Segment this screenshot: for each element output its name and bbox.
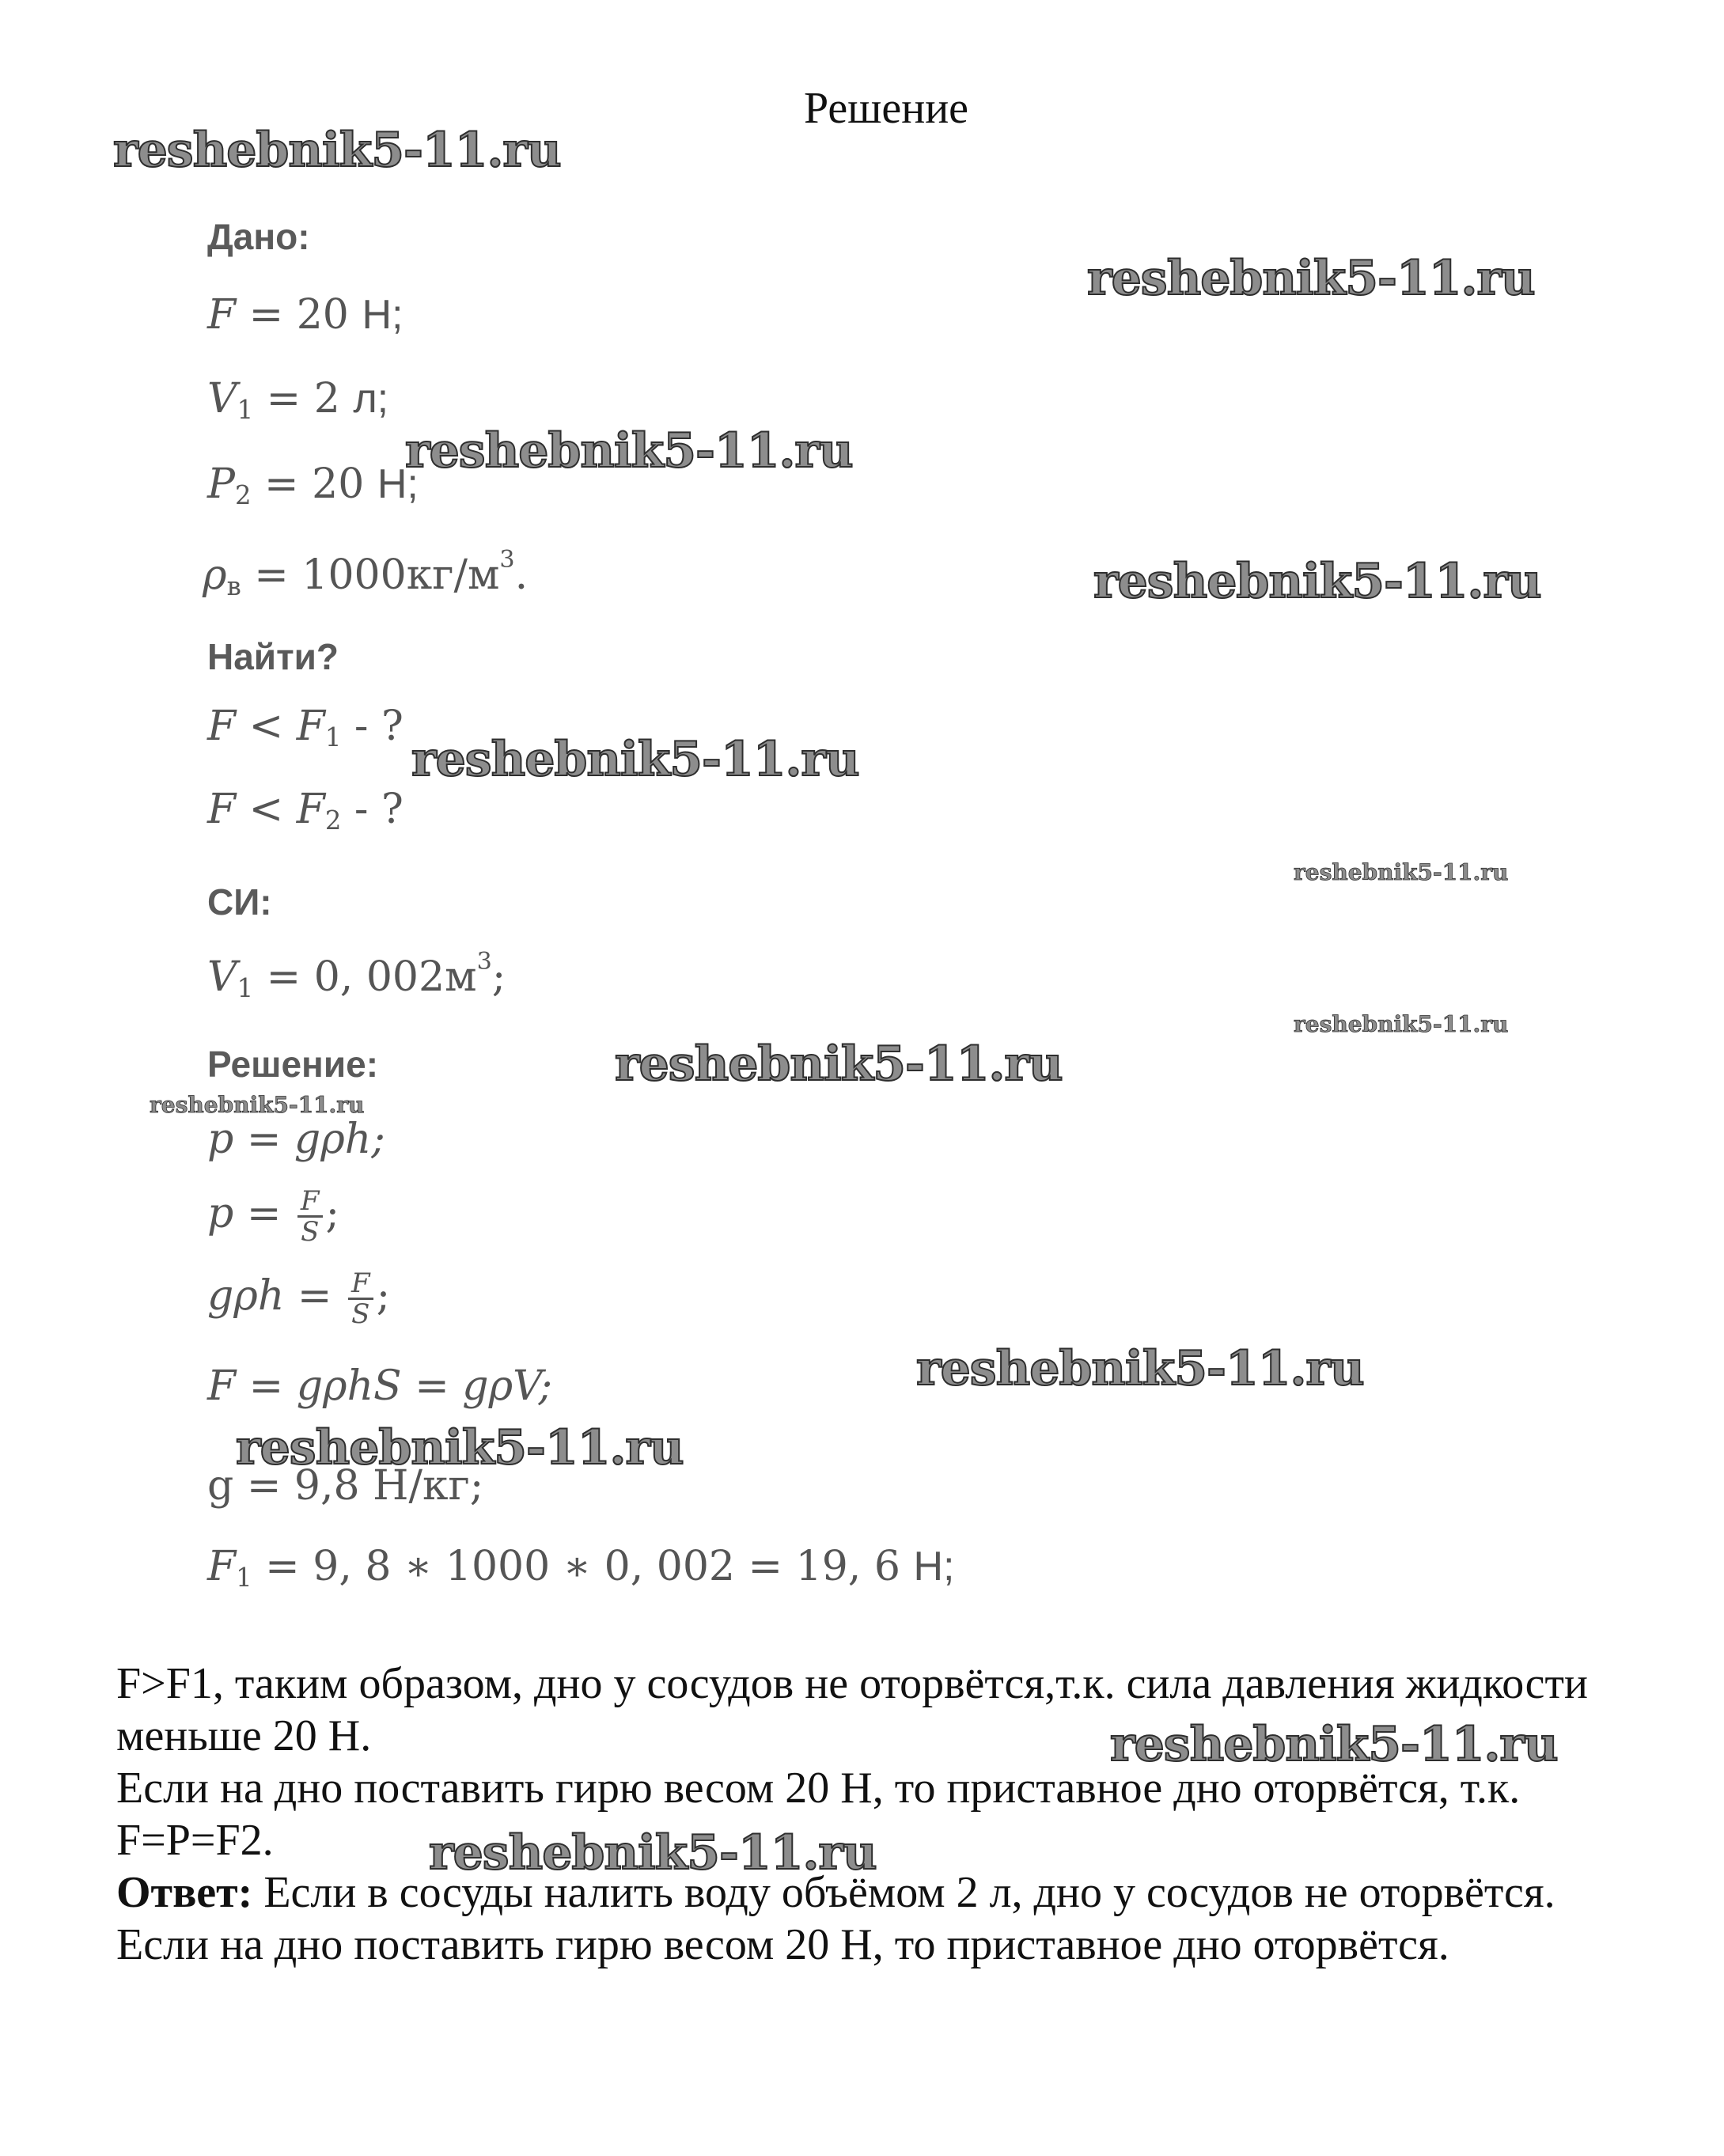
watermark: reshebnik5-11.ru (429, 1825, 877, 1881)
watermark: reshebnik5-11.ru (1087, 251, 1535, 306)
answer-text: Если в сосуды налить воду объёмом 2 л, дно у сосудов не оторвётся. (252, 1868, 1555, 1917)
conclusion-text (116, 1658, 1620, 1971)
solution-label: Решение: (207, 1044, 379, 1085)
given-density-value: = 1000кг/м (254, 551, 500, 600)
answer-label: Ответ: (116, 1868, 253, 1917)
given-volume-value: = 2 (266, 375, 340, 422)
formula-equate: gρh = $\frac{F}{S}$ ; (207, 1267, 391, 1330)
watermark: reshebnik5-11.ru (615, 1036, 1063, 1092)
watermark: reshebnik5-11.ru (1294, 859, 1509, 885)
watermark: reshebnik5-11.ru (1093, 554, 1541, 609)
page-title: Решение (804, 84, 969, 133)
watermark: reshebnik5-11.ru (405, 423, 853, 479)
fraction-f-over-s: $\frac{F}{S}$ (297, 1187, 323, 1246)
conclusion-line-2: Если на дно поставить гирю весом 20 Н, то приставное дно оторвётся, т.к. F=P=F2. (116, 1764, 1521, 1865)
given-weight-unit: Н; (377, 461, 419, 507)
given-density: $\rho_в = 1000кг/м^3$. (203, 546, 529, 602)
given-weight: $P_2 = 20$ Н; (207, 460, 419, 511)
find-question-2: $F < F_2$ - ? (207, 786, 404, 836)
formula-result-value: = 9, 8 ∗ 1000 ∗ 0, 002 = 19, 6 (265, 1543, 900, 1590)
formula-result-unit: Н; (913, 1544, 955, 1590)
si-label: СИ: (207, 881, 272, 923)
given-force: F = 20 Н; (207, 291, 404, 339)
conclusion-line-1: F>F1, таким образом, дно у сосудов не оторвётся,т.к. сила давления жидкости меньше 20 Н. (116, 1659, 1588, 1760)
watermark: reshebnik5-11.ru (236, 1420, 684, 1476)
find-question-1: $F < F_1$ - ? (207, 703, 404, 753)
watermark: reshebnik5-11.ru (916, 1341, 1364, 1396)
si-volume: $V_1 = 0$, $002м^3$; (207, 948, 506, 1004)
given-weight-value: = 20 (264, 460, 365, 508)
si-volume-end: ; (491, 953, 506, 1002)
given-density-end: . (514, 551, 529, 600)
formula-result: $F_1 = 9$, 8 ∗ 1000 ∗ 0, 002 = 19, 6 Н; (207, 1543, 955, 1593)
find-q2-mark: - ? (354, 786, 404, 833)
given-force-value: = 20 (248, 291, 349, 339)
watermark: reshebnik5-11.ru (113, 123, 561, 178)
formula-pressure-depth: p = gρh; (207, 1116, 385, 1163)
watermark: reshebnik5-11.ru (1110, 1717, 1558, 1772)
si-volume-value: = 0, 002м (266, 953, 477, 1002)
given-volume: $V_1 = 2$ л; (207, 375, 389, 426)
formula-equate-left: gρh = (207, 1272, 332, 1320)
find-label: Найти? (207, 636, 339, 677)
watermark: reshebnik5-11.ru (411, 732, 859, 787)
watermark: reshebnik5-11.ru (150, 1092, 365, 1118)
formula-force: F = gρhS = gρV; (207, 1362, 553, 1410)
formula-pressure-area-left: p = (207, 1190, 282, 1237)
formula-pressure-area: p = $\frac{F}{S}$ ; (207, 1185, 340, 1248)
fraction-f-over-s-2: $\frac{F}{S}$ (348, 1269, 373, 1328)
given-label: Дано: (207, 216, 310, 257)
find-q1-mark: - ? (354, 703, 404, 750)
given-volume-unit: л; (353, 376, 389, 422)
given-force-unit: Н; (362, 292, 404, 338)
formula-gravity: g = 9,8 Н/кг; (207, 1462, 484, 1510)
watermark: reshebnik5-11.ru (1294, 1011, 1509, 1037)
conclusion-line-4: Если на дно поставить гирю весом 20 Н, то приставное дно оторвётся. (116, 1920, 1449, 1969)
